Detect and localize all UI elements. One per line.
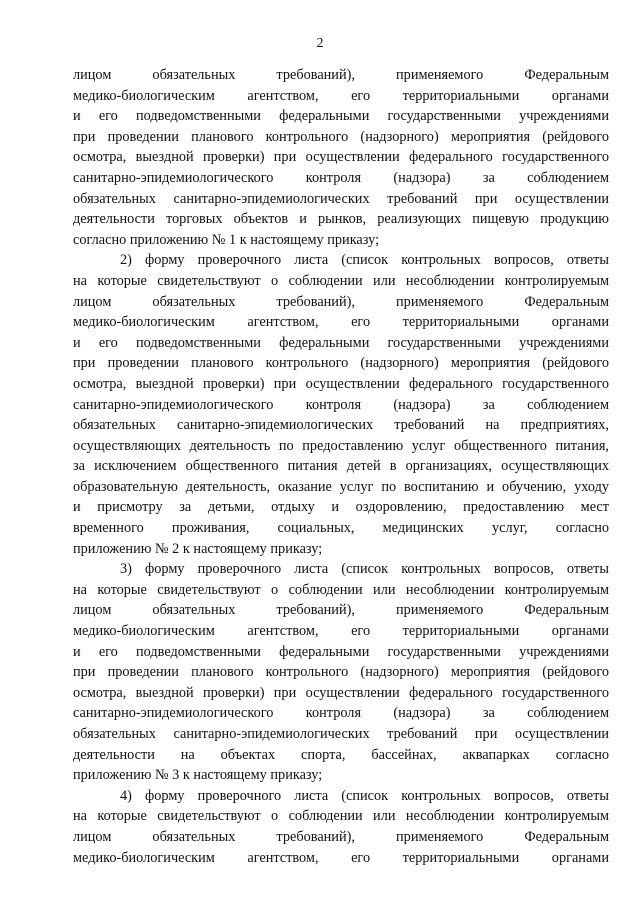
text-line: 4) форму проверочного листа (список контрольных вопросов, ответы [120, 787, 609, 804]
text-line: временного проживания, социальных, медицинских услуг, согласно [73, 520, 609, 537]
page-number: 2 [316, 36, 324, 51]
text-line: осмотра, выездной проверки) при осуществлении федерального государственного [73, 684, 609, 701]
text-line: и присмотру за детьми, отдыху и оздоровлению, предоставлению мест [73, 499, 609, 516]
text-line: образовательную деятельность, оказание услуг по воспитанию и обучению, уходу [73, 478, 609, 495]
text-line: деятельности на объектах спорта, бассейнах, аквапарках согласно [73, 746, 609, 763]
text-line: санитарно-эпидемиологического контроля (надзора) за соблюдением [73, 705, 609, 722]
text-line: деятельности торговых объектов и рынков, реализующих пищевую продукцию [73, 211, 609, 228]
text-line: при проведении планового контрольного (надзорного) мероприятия (рейдового [73, 128, 609, 145]
text-line: на которые свидетельствуют о соблюдении или несоблюдении контролируемым [73, 581, 609, 598]
text-line: обязательных санитарно-эпидемиологических требований на предприятиях, [73, 417, 609, 434]
text-line: санитарно-эпидемиологического контроля (надзора) за соблюдением [73, 396, 609, 413]
text-line: санитарно-эпидемиологического контроля (надзора) за соблюдением [73, 169, 609, 186]
text-line: лицом обязательных требований), применяемого Федеральным [73, 602, 609, 619]
text-line: осмотра, выездной проверки) при осуществлении федерального государственного [73, 149, 609, 166]
text-line: медико-биологическим агентством, его территориальными органами [73, 849, 609, 866]
text-line: 2) форму проверочного листа (список контрольных вопросов, ответы [120, 252, 609, 269]
text-line: и его подведомственными федеральными государственными учреждениями [73, 643, 609, 660]
text-line: на которые свидетельствуют о соблюдении или несоблюдении контролируемым [73, 808, 609, 825]
text-line: приложению № 2 к настоящему приказу; [73, 540, 323, 557]
text-line: осуществляющих деятельность по предоставлению услуг общественного питания, [73, 437, 609, 454]
text-line: осмотра, выездной проверки) при осуществлении федерального государственного [73, 375, 609, 392]
text-line: при проведении планового контрольного (надзорного) мероприятия (рейдового [73, 664, 609, 681]
text-line: и его подведомственными федеральными государственными учреждениями [73, 108, 609, 125]
text-line: лицом обязательных требований), применяемого Федеральным [73, 67, 609, 83]
text-line: обязательных санитарно-эпидемиологических требований при осуществлении [73, 190, 609, 207]
text-line: приложению № 3 к настоящему приказу; [73, 767, 323, 784]
text-line: и его подведомственными федеральными государственными учреждениями [73, 334, 609, 351]
text-line: медико-биологическим агентством, его территориальными органами [73, 87, 609, 104]
document-body [73, 65, 609, 868]
text-line: обязательных санитарно-эпидемиологических требований при осуществлении [73, 726, 609, 742]
text-line: на которые свидетельствуют о соблюдении или несоблюдении контролируемым [73, 272, 609, 289]
text-line: лицом обязательных требований), применяемого Федеральным [73, 293, 609, 310]
text-line: согласно приложению № 1 к настоящему приказу; [73, 231, 380, 248]
text-line: за исключением общественного питания детей в организациях, осуществляющих [73, 458, 609, 475]
text-line: лицом обязательных требований), применяемого Федеральным [73, 828, 609, 845]
text-line: 3) форму проверочного листа (список контрольных вопросов, ответы [120, 561, 609, 578]
text-line: медико-биологическим агентством, его территориальными органами [73, 623, 609, 640]
text-line: при проведении планового контрольного (надзорного) мероприятия (рейдового [73, 355, 609, 372]
text-line: медико-биологическим агентством, его территориальными органами [73, 314, 609, 331]
